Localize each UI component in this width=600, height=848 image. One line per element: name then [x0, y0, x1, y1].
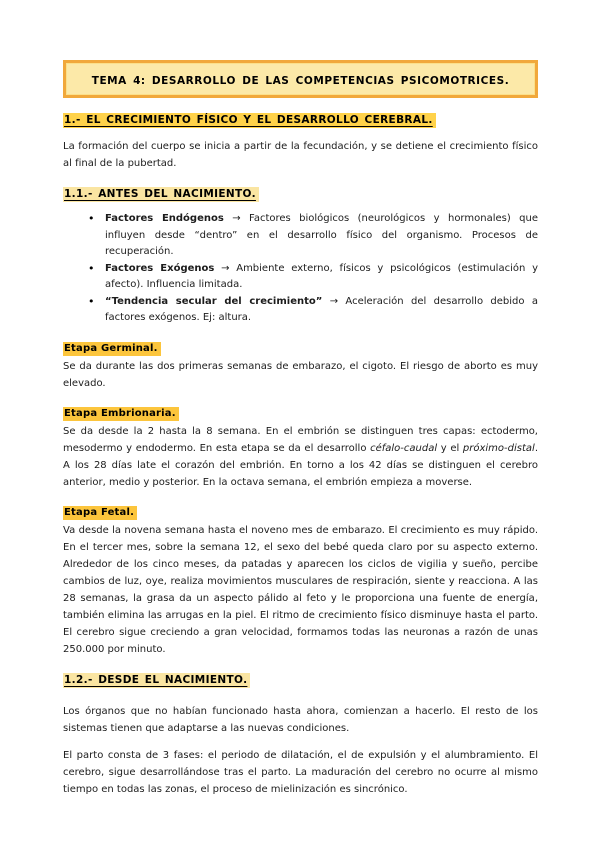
- section-heading-1-1: [63, 187, 538, 202]
- etapa-fetal-heading-text: Etapa Fetal.: [63, 506, 137, 520]
- etapa-germinal-heading: [63, 341, 538, 356]
- list-item-endogenous-factors: [88, 211, 538, 261]
- document-title-box: [63, 60, 538, 98]
- paragraph-segment: . A los 28 días late el corazón del embrión. En torno a los 42 días se distinguen el cerebro anterior, medio y posterior. En la octava semana, el embrión empieza a moverse.: [63, 442, 538, 488]
- factors-list: [88, 211, 538, 327]
- section-heading-1-1-text: 1.1.- ANTES DEL NACIMIENTO.: [63, 187, 259, 202]
- bullet-text: → Factores biológicos (neurológicos y hormonales) que influyen desde “dentro” en el desarrollo físico del organismo. Procesos de recuperación.: [105, 213, 538, 257]
- etapa-embrionaria-heading-text: Etapa Embrionaria.: [63, 407, 179, 421]
- organs-paragraph: Los órganos que no habían funcionado hasta ahora, comienzan a hacerlo. El resto de los sistemas tienen que adaptarse a las nuevas condiciones.: [63, 705, 538, 734]
- section-heading-1-2-text: 1.2.- DESDE EL NACIMIENTO.: [63, 673, 250, 688]
- etapa-embrionaria-heading: [63, 406, 538, 421]
- list-item-secular-trend: [88, 294, 538, 327]
- paragraph-segment: Se da desde la 2 hasta la 8 semana. En el embrión se distinguen tres capas: ectodermo, mesodermo y endodermo. En esta etapa se da el desarrollo: [63, 425, 538, 454]
- paragraph-segment-italic: próximo-distal: [462, 442, 535, 454]
- bullet-text: → Aceleración del desarrollo debido a factores exógenos. Ej: altura.: [105, 295, 538, 323]
- section-heading-1: [63, 113, 538, 128]
- etapa-fetal-paragraph: Va desde la novena semana hasta el noveno mes de embarazo. El crecimiento es muy rápido. En el tercer mes, sobre la semana 12, el sexo del bebé queda claro por su aspecto externo. Alrededor de los cinco meses, da patadas y aparecen los ciclos de vigilia y sueño, percibe cambios de luz, oye, realiza movimientos musculares de respiración, siente y reacciona. A las 28 semanas, la grasa da un aspecto pálido al feto y le proporciona una fuente de energía, también elimina las arrugas en la piel. El ritmo de crecimiento físico disminuye hasta el parto. El cerebro sigue creciendo a gran velocidad, formamos todas las neuronas a razón de unas 250.000 por minuto.: [63, 524, 538, 655]
- bullet-lead: Factores Exógenos: [105, 262, 215, 274]
- birth-phases-paragraph: El parto consta de 3 fases: el periodo de dilatación, el de expulsión y el alumbramiento. El cerebro, sigue desarrollándose tras el parto. La maduración del cerebro no ocurre al mismo tiempo en todas las zonas, el proceso de mielinización es sincrónico.: [63, 749, 538, 795]
- section-heading-1-text: 1.- EL CRECIMIENTO FÍSICO Y EL DESARROLLO CEREBRAL.: [63, 113, 436, 128]
- section-1-intro-paragraph: La formación del cuerpo se inicia a partir de la fecundación, y se detiene el crecimiento físico al final de la pubertad.: [63, 141, 538, 169]
- bullet-lead: Factores Endógenos: [105, 213, 224, 224]
- section-heading-1-2: [63, 673, 538, 688]
- bullet-text: → Ambiente externo, físicos y psicológicos (estimulación y afecto). Influencia limitada.: [105, 262, 538, 290]
- etapa-fetal-heading: [63, 505, 538, 520]
- paragraph-segment-italic: céfalo-caudal: [370, 442, 438, 454]
- document-title: TEMA 4: DESARROLLO DE LAS COMPETENCIAS PSICOMOTRICES.: [91, 75, 510, 87]
- etapa-germinal-heading-text: Etapa Germinal.: [63, 342, 161, 356]
- paragraph-segment: y el: [437, 442, 463, 454]
- list-item-exogenous-factors: [88, 261, 538, 294]
- etapa-germinal-paragraph: Se da durante las dos primeras semanas de embarazo, el cigoto. El riesgo de aborto es muy elevado.: [63, 360, 538, 389]
- etapa-embrionaria-paragraph: [63, 423, 538, 491]
- bullet-lead: “Tendencia secular del crecimiento”: [105, 295, 323, 307]
